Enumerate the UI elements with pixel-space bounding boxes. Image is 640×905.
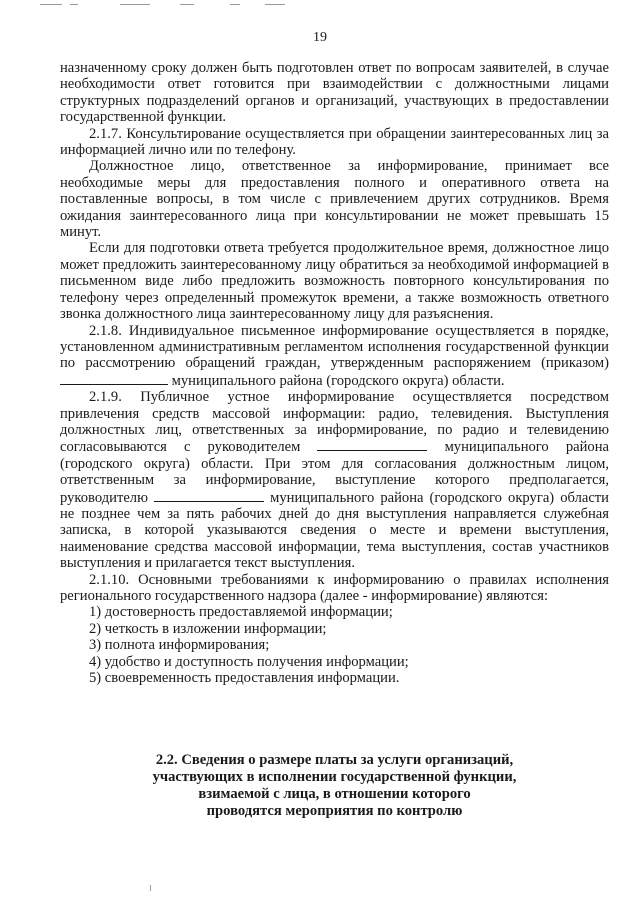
heading-line: взимаемой с лица, в отношении которого	[198, 786, 471, 802]
p218-text-before: 2.1.8. Индивидуальное письменное информирование осуществляется в порядке, установленном административным регламентом исполнения государственной функции по рассмотрению обращений граждан, утвержденным распоряжением (приказом)	[60, 322, 609, 372]
paragraph-continuation: назначенному сроку должен быть подготовлен ответ по вопросам заявителей, в случае необходимости ответ готовится при взаимодействии с должностными лицами структурных подразделений органов и организаций, участвующих в предоставлении государственной функции.	[60, 60, 609, 126]
list-item: 3) полнота информирования;	[89, 637, 270, 654]
p219-text-part3: муниципального района (городского округа) области не позднее чем за пять рабочих дней до дня выступления направляется служебная записка, в которой указываются сведения о месте и времени выступления, наименование средства массовой информации, тема выступления, состав участников выступления и прилагается текст выступления.	[60, 489, 609, 572]
p218-text-after: муниципального района (городского округа) области.	[168, 372, 505, 389]
list-item: 1) достоверность предоставляемой информации;	[89, 604, 393, 621]
fill-in-blank	[317, 438, 427, 451]
document-body	[60, 60, 609, 686]
fill-in-blank	[154, 489, 264, 502]
paragraph-official-duties: Должностное лицо, ответственное за информирование, принимает все необходимые меры для предоставления полного и оперативного ответа на поставленные вопросы, в том числе с привлечением других сотрудников. Время ожидания заинтересованного лица при консультировании не может превышать 15 минут.	[60, 158, 609, 241]
paragraph-2-1-7: 2.1.7. Консультирование осуществляется при обращении заинтересованных лиц за информацией лично или по телефону.	[60, 125, 609, 159]
p219-text-part2: муниципального района (городского округа) области. При этом для согласования должностным лицом, ответственным за информирование, выступление которого предполагается, руководителю	[60, 439, 609, 506]
list-item: 5) своевременность предоставления информации.	[89, 670, 400, 687]
list-item: 2) четкость в изложении информации;	[89, 620, 327, 637]
scan-top-marks	[0, 0, 640, 10]
p219-text-part1: 2.1.9. Публичное устное информирование осуществляется посредством привлечения средств массовой информации: радио, телевидения. Выступления должностных лиц, ответственных за информирование, по радио и телевидению согласовываются с руководителем	[60, 389, 609, 456]
fill-in-blank	[60, 372, 168, 385]
heading-line: участвующих в исполнении государственной функции,	[152, 769, 517, 785]
page-number: 19	[313, 30, 327, 45]
paragraph-long-preparation: Если для подготовки ответа требуется продолжительное время, должностное лицо может предложить заинтересованному лицу обратиться за необходимой информацией в письменном виде либо предложить возможность повторного консультирования по телефону через определенный промежуток времени, а также возможность ответного звонка должностного лица заинтересованному лицу для разъяснения.	[60, 240, 609, 323]
scan-bottom-mark	[150, 885, 151, 891]
paragraph-2-1-10: 2.1.10. Основными требованиями к информированию о правилах исполнения регионального государственного надзора (далее - информирование) являются:	[60, 571, 609, 604]
paragraph-2-1-8	[60, 323, 609, 390]
paragraph-2-1-9	[60, 389, 609, 571]
heading-line: 2.2. Сведения о размере платы за услуги организаций,	[155, 752, 514, 768]
list-item: 4) удобство и доступность получения информации;	[89, 653, 409, 670]
heading-line: проводятся мероприятия по контролю	[206, 803, 463, 819]
section-heading-2-2	[60, 752, 609, 820]
